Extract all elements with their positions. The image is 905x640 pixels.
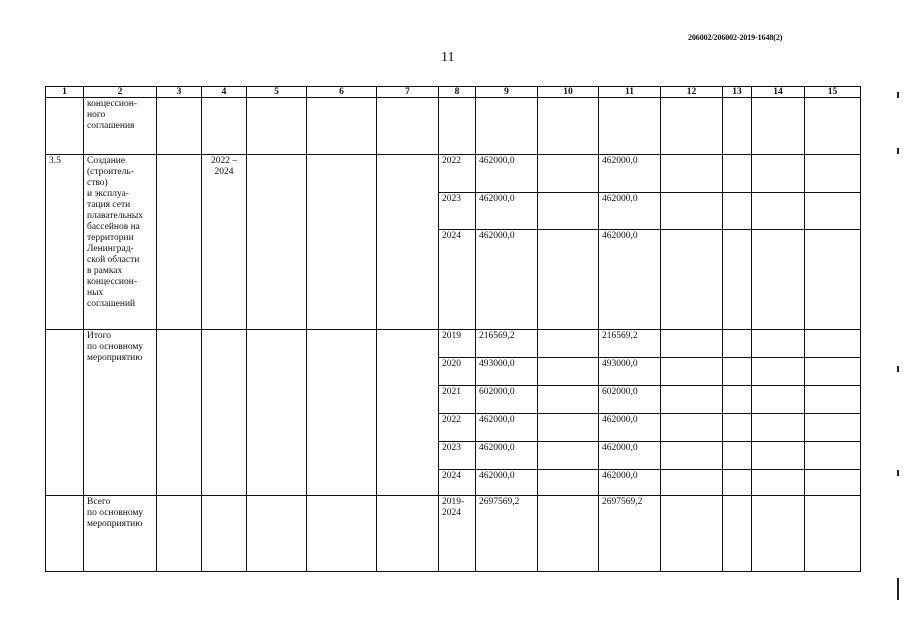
year-cell: 2022 [439,414,476,442]
year-cell: 2024 [439,470,476,496]
amount-cell: 462000,0 [476,414,538,442]
amount-cell: 493000,0 [599,358,661,386]
column-header: 9 [476,87,538,98]
scan-edge-mark [897,578,899,600]
document-id: 206002/206002-2019-1648(2) [688,33,783,42]
column-header: 8 [439,87,476,98]
column-header: 5 [247,87,307,98]
year-cell: 2023 [439,442,476,470]
amount-cell: 462000,0 [476,470,538,496]
column-header: 13 [723,87,752,98]
amount-cell: 2697569,2 [476,496,538,572]
amount-cell: 462000,0 [599,414,661,442]
column-number-row [46,87,861,98]
amount-cell: 493000,0 [476,358,538,386]
amount-cell: 462000,0 [599,155,661,193]
amount-cell: 602000,0 [476,386,538,414]
period: 2022 – 2024 [202,155,247,330]
amount-cell: 462000,0 [599,193,661,230]
scan-edge-mark [897,148,899,154]
column-header: 3 [157,87,202,98]
scan-edge-mark [897,366,899,372]
column-header: 6 [307,87,377,98]
amount-cell: 602000,0 [599,386,661,414]
activity-name: Создание (строитель- ство) и эксплуа- тация сети плавательных бассейнов на территории Ленинград- ской области в рамках концессион- ных соглашений [84,155,157,330]
amount-cell: 2697569,2 [599,496,661,572]
amount-cell: 462000,0 [476,230,538,330]
column-header: 2 [84,87,157,98]
amount-cell: 462000,0 [476,193,538,230]
item-number: 3.5 [46,155,84,330]
year-cell: 2019 [439,330,476,358]
scan-edge-mark [897,92,899,98]
amount-cell: 462000,0 [599,442,661,470]
column-header: 11 [599,87,661,98]
year-cell: 2020 [439,358,476,386]
amount-cell: 216569,2 [476,330,538,358]
table-row [46,330,861,358]
scan-edge-mark [897,470,899,476]
activity-name: концессион- ного соглашения [84,98,157,155]
amount-cell: 216569,2 [599,330,661,358]
year-cell: 2019- 2024 [439,496,476,572]
amount-cell: 462000,0 [599,470,661,496]
page-number: 11 [441,50,455,65]
column-header: 7 [377,87,439,98]
program-table [45,86,861,572]
amount-cell: 462000,0 [599,230,661,330]
column-header: 10 [538,87,599,98]
amount-cell: 462000,0 [476,155,538,193]
column-header: 4 [202,87,247,98]
subtotal-label: Итого по основному мероприятию [84,330,157,496]
year-cell: 2022 [439,155,476,193]
table-row [46,155,861,193]
table-row [46,98,861,155]
year-cell: 2021 [439,386,476,414]
amount-cell: 462000,0 [476,442,538,470]
column-header: 15 [805,87,861,98]
column-header: 12 [661,87,723,98]
year-cell: 2023 [439,193,476,230]
column-header: 1 [46,87,84,98]
table-row [46,496,861,572]
column-header: 14 [752,87,805,98]
year-cell: 2024 [439,230,476,330]
total-label: Всего по основному мероприятию [84,496,157,572]
